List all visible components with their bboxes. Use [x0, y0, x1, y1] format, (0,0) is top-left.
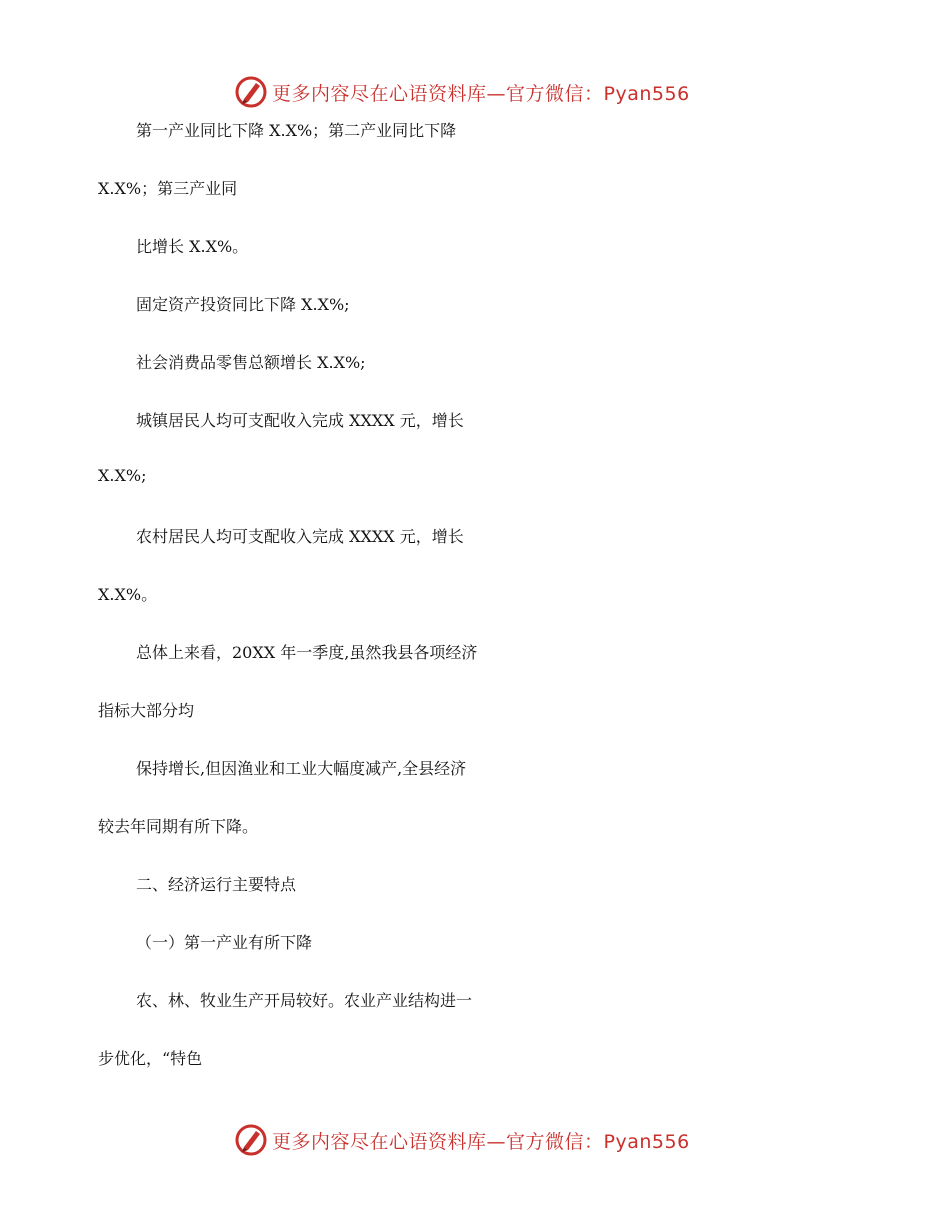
text-line: 比增长 X.X%。 — [136, 237, 249, 256]
text-line: 固定资产投资同比下降 X.X%; — [136, 295, 350, 314]
text-line: 农村居民人均可支配收入完成 XXXX 元，增长 — [136, 527, 464, 546]
watermark-text: 更多内容尽在心语资料库—官方微信：Pyan556 — [272, 82, 690, 105]
text-line: 第一产业同比下降 X.X%；第二产业同比下降 — [136, 121, 457, 140]
text-line: 城镇居民人均可支配收入完成 XXXX 元，增长 — [136, 411, 464, 430]
text-line: 总体上来看，20XX 年一季度,虽然我县各项经济 — [136, 643, 478, 662]
pen-logo-icon — [234, 1123, 268, 1157]
header-watermark — [234, 72, 690, 112]
text-line: 保持增长,但因渔业和工业大幅度减产,全县经济 — [136, 759, 467, 778]
document-body — [98, 118, 858, 1104]
footer-watermark — [234, 1120, 690, 1160]
text-line: 较去年同期有所下降。 — [98, 817, 259, 836]
text-line: 指标大部分均 — [98, 701, 195, 720]
text-line: X.X%; — [98, 466, 147, 485]
pen-logo-icon — [234, 75, 268, 109]
text-line: X.X%；第三产业同 — [98, 179, 238, 198]
subsection-heading: （一）第一产业有所下降 — [136, 933, 313, 952]
section-heading: 二、经济运行主要特点 — [136, 875, 297, 894]
text-line: 步优化，“特色 — [98, 1049, 203, 1068]
watermark-text: 更多内容尽在心语资料库—官方微信：Pyan556 — [272, 1130, 690, 1153]
text-line: X.X%。 — [98, 585, 158, 604]
text-line: 农、林、牧业生产开局较好。农业产业结构进一 — [136, 991, 473, 1010]
text-line: 社会消费品零售总额增长 X.X%; — [136, 353, 366, 372]
